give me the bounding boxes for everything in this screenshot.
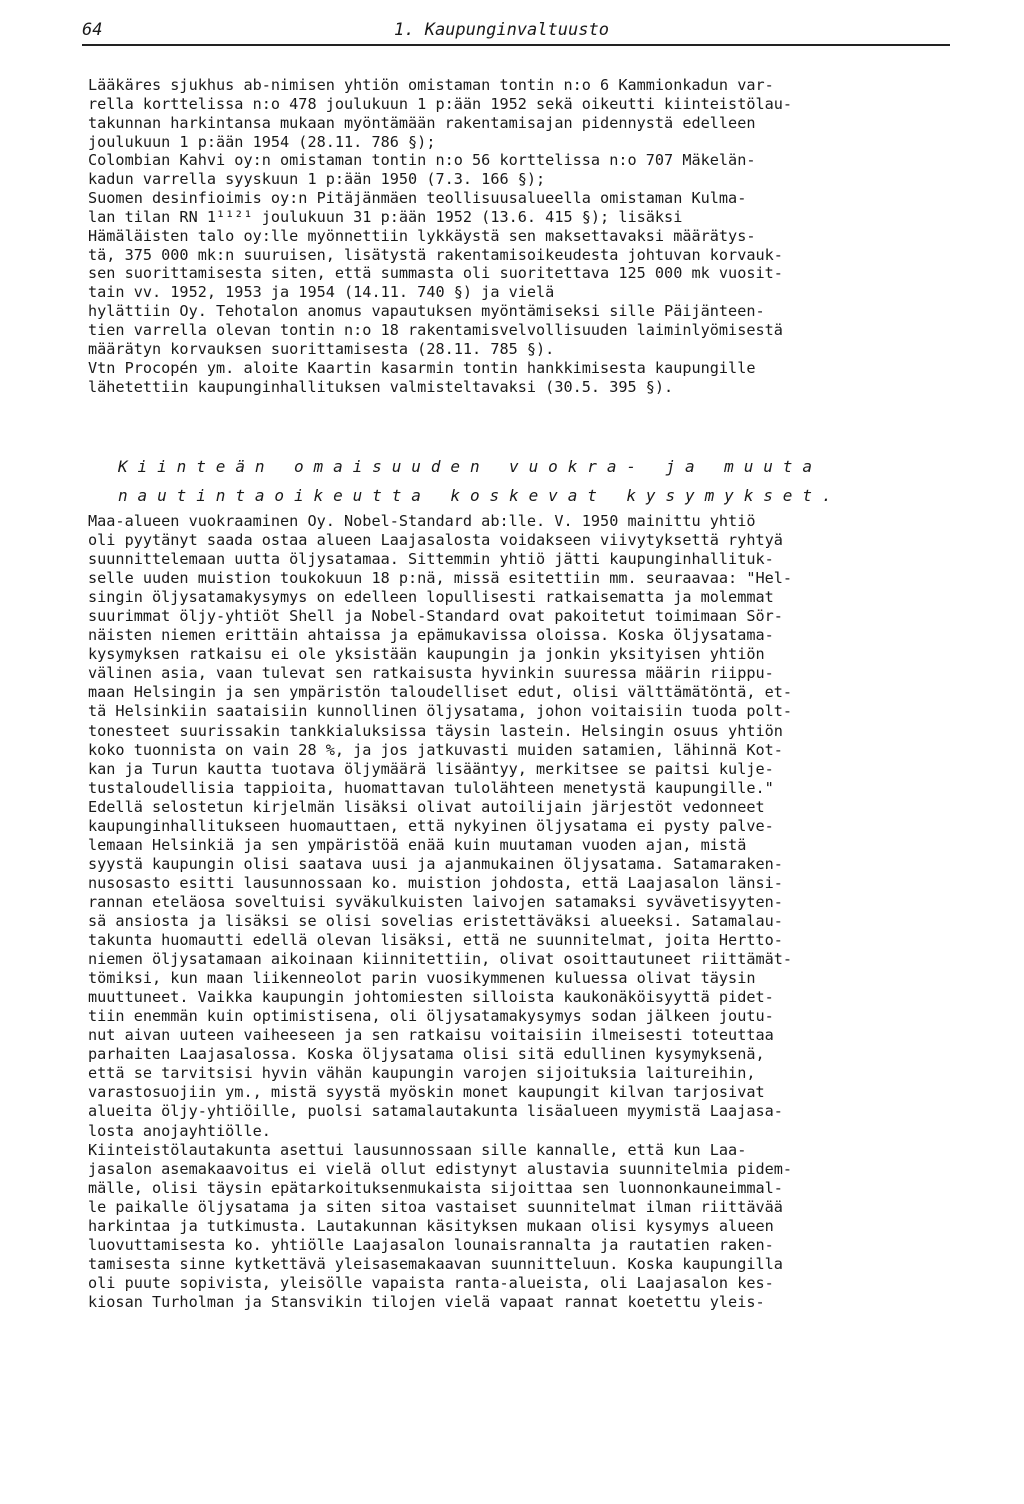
text-line: rannan eteläosa soveltuisi syväkulkuisten laivojen satamaksi syvävetisyyten- [88, 892, 783, 911]
text-line: niemen öljysatamaan aikoinaan kiinnitettiin, olivat osoittautuneet riittämät- [88, 950, 793, 969]
text-line: oli pyytänyt saada ostaa alueen Laajasalosta voidakseen viivytyksettä ryhtyä [88, 531, 783, 550]
text-line: mälle, olisi täysin epätarkoituksenmukaista sijoittaa sen luonnonkauneimmal- [88, 1178, 783, 1197]
text-line: lähetettiin kaupunginhallituksen valmisteltavaksi (30.5. 395 §). [88, 377, 674, 396]
text-line: Hämäläisten talo oy:lle myönnettiin lykkäystä sen maksettavaksi määrätys- [88, 226, 756, 245]
text-line: määrätyn korvauksen suorittamisesta (28.11. 785 §). [88, 339, 555, 358]
text-line: nusosasto esitti lausunnossaan ko. muistion johdosta, että Laajasalon länsi- [88, 873, 783, 892]
text-line: Suomen desinfioimis oy:n Pitäjänmäen teollisuusalueella omistaman Kulma- [88, 189, 747, 208]
text-line: tamisesta sinne kytkettävä yleisasemakaavan suunnitteluun. Koska kaupungilla [88, 1254, 783, 1273]
text-line: suunnittelemaan uutta öljysatamaa. Sittemmin yhtiö jätti kaupunginhallituk- [88, 550, 774, 569]
text-line: kaupunginhallitukseen huomauttaen, että nykyinen öljysatama ei pysty palve- [88, 816, 774, 835]
text-line: syystä kaupungin olisi saatava uusi ja ajanmukainen öljysatama. Satamaraken- [88, 854, 783, 873]
text-line: jasalon asemakaavoitus ei vielä ollut edistynyt alustavia suunnitelmia pidem- [88, 1159, 793, 1178]
text-line: harkintaa ja tutkimusta. Lautakunnan käsityksen mukaan olisi kysymys alueen [88, 1216, 774, 1235]
running-title: 1. Kaupunginvaltuusto [394, 20, 609, 40]
text-line: losta anojayhtiölle. [88, 1121, 271, 1140]
text-line: hylättiin Oy. Tehotalon anomus vapautuksen myöntämiseksi sille Päijänteen- [88, 302, 765, 321]
text-line: oli puute sopivista, yleisölle vapaista ranta-alueista, oli Laajasalon kes- [88, 1273, 774, 1292]
text-line: nut aivan uuteen vaiheeseen ja sen ratkaisu voitaisiin ilmeisesti toteuttaa [88, 1026, 774, 1045]
text-line: tiin enemmän kuin optimistisena, oli öljysatamakysymys sodan jälkeen joutu- [88, 1007, 774, 1026]
text-line: Colombian Kahvi oy:n omistaman tontin n:o 56 korttelissa n:o 707 Mäkelän- [88, 151, 756, 170]
section-heading [118, 452, 918, 510]
text-line: kysymyksen ratkaisu ei ole yksistään kaupungin ja jonkin yksityisen yhtiön [88, 645, 765, 664]
header-rule [82, 44, 950, 46]
text-line: Lääkäres sjukhus ab-nimisen yhtiön omistaman tontin n:o 6 Kammionkadun var- [88, 76, 774, 94]
text-line: alueita öljy-yhtiöille, puolsi satamalautakunta lisäalueen myymistä Laajasa- [88, 1102, 783, 1121]
text-line: suurimmat öljy-yhtiöt Shell ja Nobel-Standard ovat pakoitetut toimimaan Sör- [88, 607, 783, 626]
text-line: että se tarvitsisi hyvin vähän kaupungin varojen sijoituksia laitureihin, [88, 1064, 756, 1083]
text-line: tä, 375 000 mk:n suuruisen, lisätystä rakentamisoikeudesta johtuvan korvauk- [88, 245, 783, 264]
text-line [88, 1312, 958, 1331]
text-line: sä ansiosta ja lisäksi se olisi sovelias eristettäväksi alueeksi. Satamalau- [88, 911, 783, 930]
text-line: selle uuden muistion toukokuun 18 p:nä, missä esitettiin mm. seuraavaa: "Hel- [88, 569, 793, 588]
text-line: tustaloudellisia tappioita, huomattavan tulolähteen menetystä kaupungille." [88, 778, 774, 797]
text-line: le paikalle öljysatama ja siten sitoa vastaiset suunnitelmat ilman riittävää [88, 1197, 783, 1216]
text-line: Vtn Procopén ym. aloite Kaartin kasarmin tontin hankkimisesta kaupungille [88, 358, 756, 377]
text-line: takunnan harkintansa mukaan myöntämään rakentamisajan pidennystä edelleen [88, 113, 756, 132]
text-line: välinen asia, vaan tulevat sen ratkaisusta hyvinkin suuressa määrin riippu- [88, 664, 774, 683]
text-line: takunta huomautti edellä olevan lisäksi, että ne suunnitelmat, joita Hertto- [88, 931, 783, 950]
text-line: sen suorittamisesta siten, että summasta oli suoritettava 125 000 mk vuosit- [88, 264, 783, 283]
text-line: Kiinteistölautakunta asettui lausunnossaan sille kannalle, että kun Laa- [88, 1140, 747, 1159]
text-line: koko tuonnista on vain 28 %, ja jos jatkuvasti muiden satamien, lähinnä Kot- [88, 740, 783, 759]
text-line: tain vv. 1952, 1953 ja 1954 (14.11. 740 §) ja vielä [88, 283, 555, 302]
page-number: 64 [82, 20, 103, 40]
text-line: joulukuun 1 p:ään 1954 (28.11. 786 §); [88, 132, 436, 151]
text-line: lemaan Helsinkiä ja sen ympäristöä enää kuin muutaman vuoden ajan, mistä [88, 835, 747, 854]
text-line: tä Helsinkiin saataisiin kunnollinen öljysatama, johon voitaisiin tuoda polt- [88, 702, 793, 721]
text-line: muuttuneet. Vaikka kaupungin johtomiesten silloista kaukonäköisyyttä pidet- [88, 988, 774, 1007]
text-line: näisten niemen erittäin ahtaissa ja epämukavissa oloissa. Koska öljysatama- [88, 626, 774, 645]
section-heading-line: nautintaoikeutta koskevat kysymykset. [118, 486, 842, 505]
text-line: lan tilan RN 1¹¹²¹ joulukuun 31 p:ään 1952 (13.6. 415 §); lisäksi [88, 207, 683, 226]
text-line: Edellä selostetun kirjelmän lisäksi olivat autoilijain järjestöt vedonneet [88, 797, 765, 816]
text-line: rella korttelissa n:o 478 joulukuun 1 p:ään 1952 sekä oikeutti kiinteistölau- [88, 94, 793, 113]
text-line: parhaiten Laajasalossa. Koska öljysatama olisi sitä edullinen kysymyksenä, [88, 1045, 765, 1064]
text-line: tömiksi, kun maan liikenneolot parin vuosikymmenen kuluessa olivat täysin [88, 969, 756, 988]
text-line: singin öljysatamakysymys on edelleen lopullisesti ratkaisematta ja molemmat [88, 588, 774, 607]
text-line: tonesteet suurissakin tankkialuksissa täysin lastein. Helsingin osuus yhtiön [88, 721, 783, 740]
text-line: kiosan Turholman ja Stansvikin tilojen vielä vapaat rannat koetettu yleis- [88, 1292, 765, 1311]
text-line: varastosuojiin ym., mistä syystä myöskin monet kaupungit kilvan tarjosivat [88, 1083, 765, 1102]
section-heading-line: Kiinteän omaisuuden vuokra- ja muuta [118, 457, 822, 476]
text-line: kadun varrella syyskuun 1 p:ään 1950 (7.3. 166 §); [88, 170, 546, 189]
page-header [82, 20, 950, 46]
text-line: luovuttamisesta ko. yhtiölle Laajasalon lounaisrannalta ja rautatien raken- [88, 1235, 774, 1254]
text-line: maan Helsingin ja sen ympäristön taloudelliset edut, olisi välttämätöntä, et- [88, 683, 793, 702]
text-line: kan ja Turun kautta tuotava öljymäärä lisääntyy, merkitsee se paitsi kulje- [88, 759, 774, 778]
text-line: tien varrella olevan tontin n:o 18 rakentamisvelvollisuuden laiminlyömisestä [88, 320, 783, 339]
paragraph-block-1 [88, 76, 958, 396]
text-line: Maa-alueen vuokraaminen Oy. Nobel-Standard ab:lle. V. 1950 mainittu yhtiö [88, 512, 756, 530]
paragraph-block-2 [88, 512, 958, 1331]
